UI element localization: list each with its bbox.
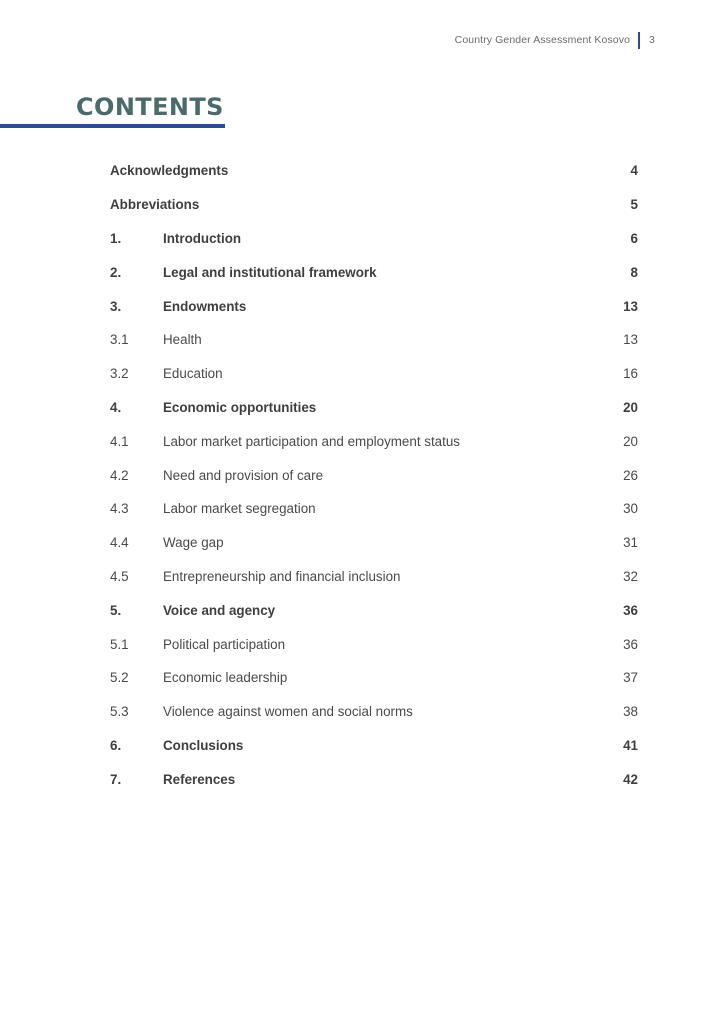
toc-entry-page: 26 [623, 467, 638, 483]
toc-entry-page: 20 [623, 433, 638, 449]
toc-entry-number: 4.5 [110, 568, 129, 584]
table-of-contents [110, 154, 638, 796]
toc-entry[interactable] [110, 222, 638, 256]
toc-entry-page: 4 [630, 163, 638, 179]
toc-entry-title: Political participation [163, 636, 286, 652]
toc-entry[interactable] [110, 560, 638, 594]
toc-entry-page: 20 [623, 399, 638, 415]
toc-entry[interactable] [110, 458, 638, 492]
heading-underline [0, 124, 225, 128]
toc-entry-page: 16 [623, 366, 638, 382]
toc-entry-number: 7. [110, 771, 122, 787]
toc-entry-number: 5. [110, 602, 122, 618]
toc-entry-page: 42 [623, 771, 638, 787]
toc-entry[interactable] [110, 255, 638, 289]
toc-entry-title: Education [163, 366, 223, 382]
toc-entry[interactable] [110, 729, 638, 763]
toc-entry-page: 36 [623, 602, 638, 618]
toc-entry-title: Health [163, 332, 202, 348]
toc-entry-number: 1. [110, 230, 122, 246]
toc-entry-page: 38 [623, 704, 638, 720]
toc-entry-title: Legal and institutional framework [163, 264, 377, 280]
toc-entry-number: 3.1 [110, 332, 129, 348]
toc-entry-page: 41 [623, 737, 638, 753]
toc-entry-title: Economic leadership [163, 670, 288, 686]
toc-entry[interactable] [110, 627, 638, 661]
toc-entry-page: 36 [623, 636, 638, 652]
toc-entry-page: 6 [630, 230, 638, 246]
toc-entry-page: 13 [623, 332, 638, 348]
toc-entry-number: 3.2 [110, 366, 129, 382]
toc-entry-title: Endowments [163, 298, 247, 314]
toc-entry-number: 4.4 [110, 535, 129, 551]
toc-entry-title: Acknowledgments [110, 163, 229, 179]
toc-entry-title: Wage gap [163, 535, 224, 551]
document-title: Country Gender Assessment Kosovo [454, 34, 631, 46]
toc-entry[interactable] [110, 593, 638, 627]
toc-entry[interactable] [110, 762, 638, 796]
toc-entry-number: 4.1 [110, 433, 129, 449]
toc-entry-number: 4.2 [110, 467, 129, 483]
toc-entry-number: 2. [110, 264, 122, 280]
running-header [455, 31, 655, 49]
toc-entry[interactable] [110, 391, 638, 425]
toc-entry[interactable] [110, 289, 638, 323]
toc-entry-number: 5.3 [110, 704, 129, 720]
toc-entry[interactable] [110, 357, 638, 391]
toc-entry[interactable] [110, 695, 638, 729]
toc-entry-number: 4. [110, 399, 122, 415]
toc-entry-number: 6. [110, 737, 122, 753]
toc-entry-page: 37 [623, 670, 638, 686]
toc-entry-title: Economic opportunities [163, 399, 317, 415]
toc-entry-number: 4.3 [110, 501, 129, 517]
contents-heading: CONTENTS [76, 93, 224, 121]
toc-entry-title: Entrepreneurship and financial inclusion [163, 568, 401, 584]
toc-entry-title: Need and provision of care [163, 467, 324, 483]
toc-entry-title: Introduction [163, 230, 242, 246]
toc-entry-title: Conclusions [163, 737, 244, 753]
toc-entry[interactable] [110, 492, 638, 526]
toc-entry-page: 30 [623, 501, 638, 517]
toc-entry[interactable] [110, 323, 638, 357]
toc-entry-title: Voice and agency [163, 602, 276, 618]
toc-entry[interactable] [110, 661, 638, 695]
toc-entry[interactable] [110, 188, 638, 222]
toc-entry[interactable] [110, 526, 638, 560]
toc-entry[interactable] [110, 154, 638, 188]
toc-entry-title: Violence against women and social norms [163, 704, 413, 720]
toc-entry-title: Labor market participation and employment status [163, 433, 460, 449]
toc-entry-page: 5 [630, 197, 638, 213]
toc-entry-title: References [163, 771, 236, 787]
toc-entry[interactable] [110, 424, 638, 458]
toc-entry-number: 3. [110, 298, 122, 314]
toc-entry-number: 5.1 [110, 636, 129, 652]
toc-entry-number: 5.2 [110, 670, 129, 686]
toc-entry-page: 8 [630, 264, 638, 280]
toc-entry-page: 13 [623, 298, 638, 314]
toc-entry-title: Labor market segregation [163, 501, 316, 517]
page-number: 3 [649, 34, 655, 46]
toc-entry-page: 31 [623, 535, 638, 551]
toc-entry-title: Abbreviations [110, 197, 200, 213]
toc-entry-page: 32 [623, 568, 638, 584]
